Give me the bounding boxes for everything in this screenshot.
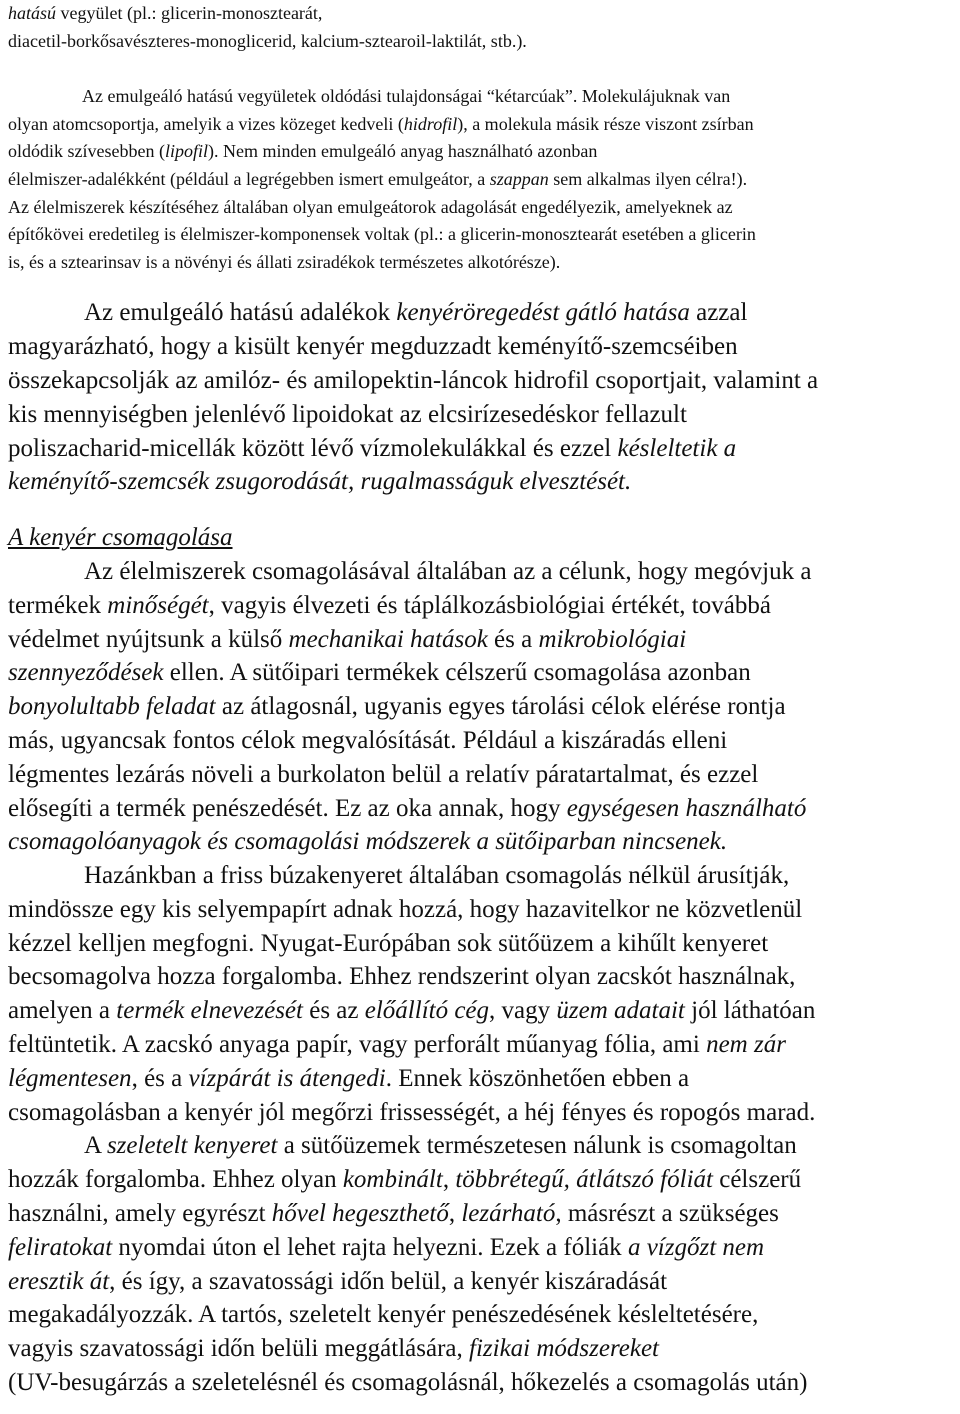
p5-text: a sütőüzemek természetesen nálunk is csomagoltan [277,1132,797,1160]
p3-text: védelmet nyújtsunk a külső [8,625,289,653]
p4-line-5 [8,994,954,1028]
p4-line-8: csomagolásban a kenyér jól megőrzi frissességét, a héj fényes és ropogós marad. [8,1098,816,1126]
paragraph-staling-effect [8,296,954,499]
p1-line-1: Az emulgeáló hatású vegyületek oldódási tulajdonságai “kétarcúak”. Molekulájuknak van [82,86,731,107]
intro-line-2: diacetil-borkősavészteres-monoglicerid, kalcium-sztearoil-laktilát, stb.). [8,30,527,51]
p5-text: nyomdai úton el lehet rajta helyezni. Ezek a fóliák [112,1233,628,1261]
p2-italic: keményítő-szemcsék zsugorodását, rugalmasságuk elvesztését. [8,468,632,496]
p1-text: ). Nem minden emulgeáló anyag használható azonban [207,141,598,162]
intro-block [8,0,954,55]
p2-line-5 [8,432,954,466]
p5-text: , másrészt a szükséges [555,1200,779,1228]
p3-line-1: Az élelmiszerek csomagolásával általában az a célunk, hogy megóvjuk a [84,557,812,585]
p4-italic: előállító cég [364,997,490,1025]
p5-text: A [84,1132,107,1160]
p3-italic: mikrobiológiai [538,625,687,653]
p1-italic: hidrofil [403,113,458,134]
document-page [8,0,954,1400]
section-heading: A kenyér csomagolása [8,524,233,552]
p3-text: és a [487,625,539,653]
p5-text: , [442,1166,456,1194]
p2-text: Az emulgeáló hatású adalékok [84,299,397,327]
p4-line-1: Hazánkban a friss búzakenyeret általában csomagolás nélkül árusítják, [84,862,790,890]
p1-line-5: Az élelmiszerek készítéséhez általában olyan emulgeátorok adagolását engedélyezik, amelyeknek az [8,196,733,217]
p1-text: ), a molekula másik része viszont zsírban [457,113,754,134]
p5-text: vagyis szavatossági időn belüli meggátlására, [8,1335,469,1363]
p3-line-6: más, ugyancsak fontos célok megvalósítását. Például a kiszáradás elleni [8,726,728,754]
p2-line-4: kis mennyiségben jelenlévő lipoidokat az elcsirízesedéskor fellazult [8,400,687,428]
p3-italic: bonyolultabb feladat [8,693,216,721]
p5-text: , [448,1200,462,1228]
p5-italic: eresztik át [8,1267,110,1295]
p4-text: és az [302,997,365,1025]
p5-line-3 [8,1197,954,1231]
p1-text: olyan atomcsoportja, amelyik a vizes közeget kedveli ( [8,113,404,134]
p3-italic: egységesen használható [566,794,807,822]
p5-line-7 [8,1332,954,1366]
p4-italic: nem zár [706,1031,786,1059]
paragraph-hungary-practice [8,859,954,1129]
p5-italic: lezárható [461,1200,556,1228]
p4-text: , és a [131,1064,189,1092]
p5-text: , és így, a szavatossági időn belül, a kenyér kiszáradását [109,1267,668,1295]
paragraph-sliced-bread [8,1129,954,1399]
p5-line-6: megakadályozzák. A tartós, szeletelt kenyér penészedésének késleltetésére, [8,1301,759,1329]
p3-line-5 [8,690,954,724]
p4-line-3: kézzel kelljen megfogni. Nyugat-Európában sok sütőüzem a kihűlt kenyeret [8,929,769,957]
p4-text: . Ennek köszönhetően ebben a [385,1064,690,1092]
p1-text: sem alkalmas ilyen célra!). [548,168,748,189]
p5-italic: többrétegű, átlátszó fóliát [455,1166,713,1194]
p5-italic: feliratokat [8,1233,113,1261]
p4-italic: termék elnevezését [116,997,303,1025]
p2-italic: késleltetik a [617,434,737,462]
p5-line-8: (UV-besugárzás a szeletelésnél és csomagolásnál, hőkezelés a csomagolás után) [8,1369,808,1397]
p5-italic: hővel hegeszthető [271,1200,449,1228]
p3-line-8 [8,792,954,826]
p3-italic: szennyeződések [8,659,164,687]
p1-line-6: építőkövei eredetileg is élelmiszer-komponensek voltak (pl.: a glicerin-monosztearát esetében a glicerin [8,224,756,245]
p3-text: elősegíti a termék penészedését. Ez az oka annak, hogy [8,794,567,822]
p2-line-6 [8,465,954,499]
p2-text: azzal [689,299,748,327]
p3-text: termékek [8,591,108,619]
p5-text: célszerű [712,1166,802,1194]
p4-text: jól láthatóan [684,997,816,1025]
p4-line-2: mindössze egy kis selyempapírt adnak hozzá, hogy hazavitelkor ne közvetlenül [8,895,803,923]
p4-line-7 [8,1062,954,1096]
p5-italic: szeletelt kenyeret [106,1132,278,1160]
p4-italic: üzem adatait [556,997,685,1025]
p5-italic: a vízgőzt nem [627,1233,765,1261]
p1-italic: lipofil [164,141,208,162]
p4-text: amelyen a [8,997,117,1025]
p1-line-7: is, és a sztearinsav is a növényi és állati zsiradékok természetes alkotórésze). [8,251,561,272]
p1-line-3 [8,138,954,166]
intro-italic: hatású [8,3,57,23]
p4-line-4: becsomagolva hozza forgalomba. Ehhez rendszerint olyan zacskót használnak, [8,963,796,991]
p4-text: feltüntetik. A zacskó anyaga papír, vagy perforált műanyag fólia, ami [8,1031,707,1059]
intro-line-1 [8,0,954,28]
p2-line-1 [8,296,954,330]
p3-line-2 [8,589,954,623]
p4-text: , vagy [489,997,557,1025]
p3-text: , vagyis élvezeti és táplálkozásbiológiai értékét, továbbá [208,591,771,619]
p4-line-6 [8,1028,954,1062]
p5-text: használni, amely egyrészt [8,1200,272,1228]
p5-line-4 [8,1231,954,1265]
p3-line-3 [8,623,954,657]
intro-line-1-text: vegyület (pl.: glicerin-monosztearát, [56,3,323,23]
p1-text: élelmiszer-adalékként (például a legrégebben ismert emulgeátor, a [8,168,490,189]
p2-line-2: magyarázható, hogy a kisült kenyér megduzzadt keményítő-szemcséiben [8,333,738,361]
paragraph-emulgator-properties [8,83,954,276]
p3-text: ellen. A sütőipari termékek célszerű csomagolása azonban [163,659,751,687]
p3-italic: csomagolóanyagok és csomagolási módszerek a sütőiparban nincsenek. [8,828,728,856]
p1-line-2 [8,111,954,139]
p5-text: hozzák forgalomba. Ehhez olyan [8,1166,343,1194]
p5-line-1 [8,1129,954,1163]
p4-italic: vízpárát is átengedi [188,1064,386,1092]
p1-line-4 [8,166,954,194]
p1-italic: szappan [489,168,549,189]
p3-line-7: légmentes lezárás növeli a burkolaton belül a relatív páratartalmat, és ezzel [8,760,759,788]
p3-italic: mechanikai hatások [288,625,488,653]
p5-line-2 [8,1163,954,1197]
p1-text: oldódik szívesebben ( [8,141,165,162]
p2-italic: kenyéröregedést gátló hatása [396,299,690,327]
p2-text: poliszacharid-micellák között lévő vízmolekulákkal és ezzel [8,434,618,462]
p2-line-3: összekapcsolják az amilóz- és amilopektin-láncok hidrofil csoportjait, valamint a [8,366,819,394]
p3-line-4 [8,656,954,690]
p3-text: az átlagosnál, ugyanis egyes tárolási célok elérése rontja [215,693,786,721]
p3-line-9 [8,825,954,859]
p5-line-5 [8,1265,954,1299]
p5-italic: fizikai módszereket [469,1335,660,1363]
p4-italic: légmentesen [8,1064,132,1092]
p3-italic: minőségét [107,591,209,619]
paragraph-packaging-goals [8,555,954,859]
p5-italic: kombinált [342,1166,443,1194]
